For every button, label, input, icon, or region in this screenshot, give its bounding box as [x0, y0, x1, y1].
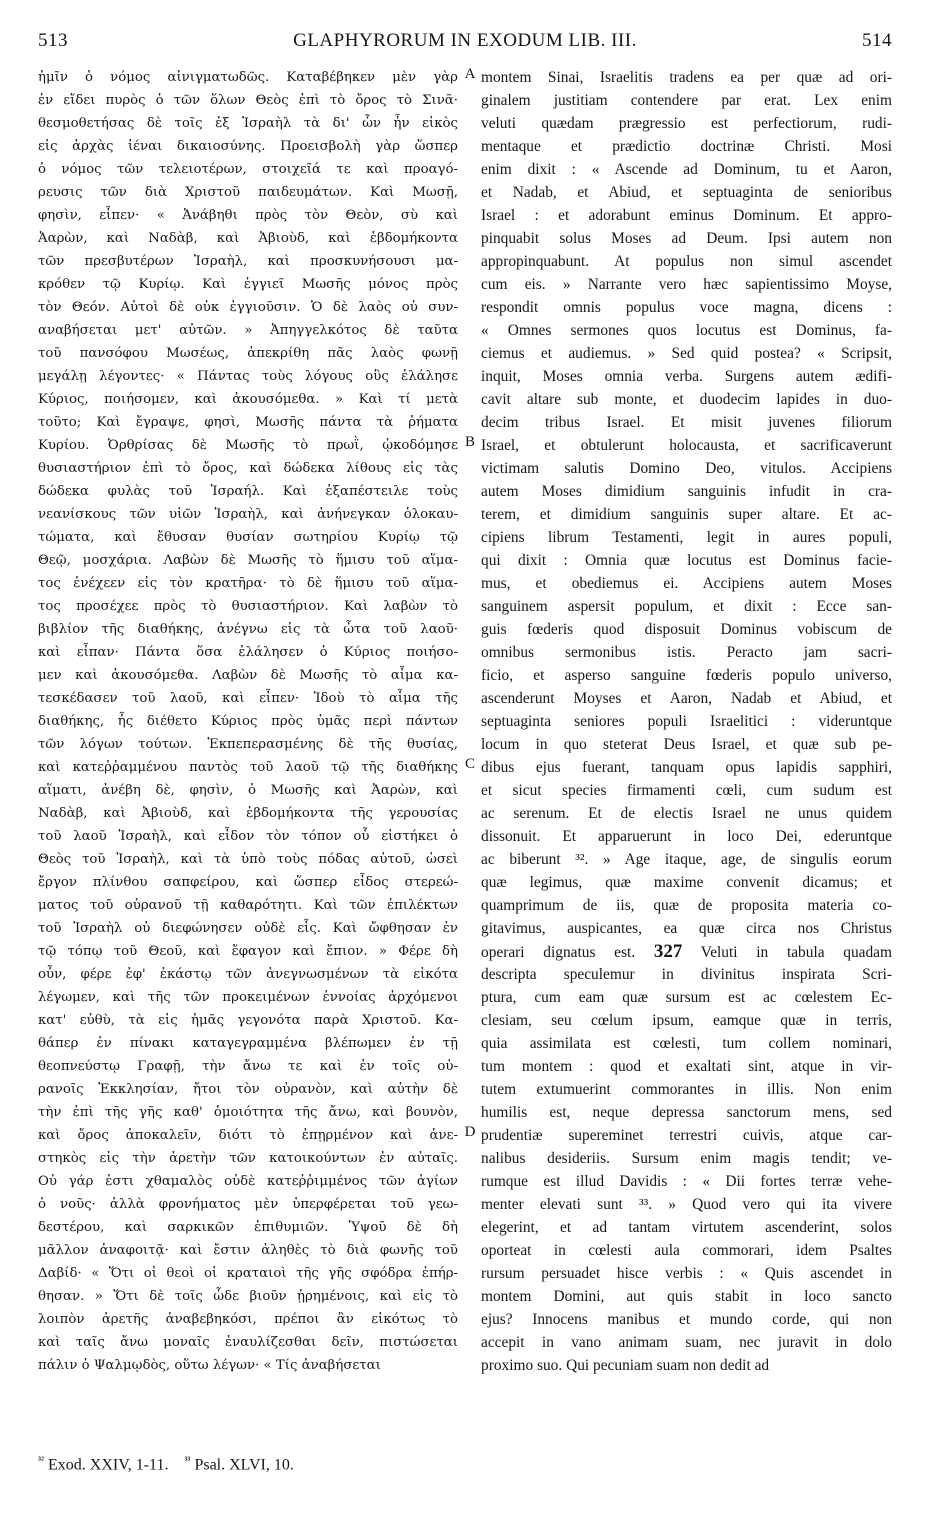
text-line: guis fœderis quod disposuit Dominus vobiscum de — [481, 621, 892, 638]
text-line: gitavimus, auspicantes, ea quæ circa nos Christus — [481, 920, 892, 937]
text-line: ὁ νόμος τῶν τελειοτέρων, στοιχεῖά τε καὶ προαγό- — [38, 162, 458, 177]
text-line: oporteat in cœlesti aula commorari, idem Psaltes — [481, 1242, 892, 1259]
footnote-number: ³³ — [184, 1455, 191, 1466]
text-line: Κύριος, ποιήσομεν, καὶ ἀκουσόμεθα. » Καὶ τί μετὰ — [38, 392, 458, 407]
text-line: inquit, Moses omnia verba. Surgens autem ædifi- — [481, 368, 892, 385]
text-line: ficio, et asperso sanguine fœderis populo universo, — [481, 667, 892, 684]
text-line: μᾶλλον ἀναφοιτᾷ· καὶ ἔστιν ἀληθὲς τὸ διὰ φωνῆς τοῦ — [38, 1243, 458, 1258]
text-line: τῷ τόπῳ τοῦ Θεοῦ, καὶ ἔφαγον καὶ ἔπιον. » Φέρε δὴ — [38, 944, 458, 959]
text-line: dibus ejus fuerant, tanquam opus lapidis sapphiri, — [481, 759, 892, 776]
text-line: terem, et dimidium sanguinis super altare. Et ac- — [481, 506, 892, 523]
text-line: στηκὸς εἰς τὴν ἀρετὴν τῶν κατοικούντων ἐν αὐταῖς. — [38, 1151, 458, 1166]
text-line: ginalem justitiam contendere par erat. Lex enim — [481, 92, 892, 109]
text-line: Israel : et adorabunt eminus Dominum. Et appro- — [481, 207, 892, 224]
text-line: εἰς ἀρχὰς ἰέναι δικαιοσύνης. Προεισβολὴ γὰρ ὥσπερ — [38, 139, 458, 154]
text-line-column-number — [481, 940, 892, 963]
text-line: descripta speculemur in divinitus inspirata Scri- — [481, 966, 892, 983]
column-number: 327 — [653, 941, 683, 962]
text-line: τοῦ πανσόφου Μωσέως, ἀπεκρίθη πᾶς λαὸς φωνῇ — [38, 346, 458, 361]
line-text: Veluti in tabula quadam — [700, 944, 892, 961]
text-line: τώματα, καὶ ἔθυσαν θυσίαν σωτηρίου Κυρίῳ τῷ — [38, 530, 458, 545]
text-line: λέγωμεν, καὶ τῆς τῶν προκειμένων ἐννοίας ἀρχόμενοι — [38, 990, 458, 1005]
text-line: κρόθεν τῷ Κυρίῳ. Καὶ ἐγγιεῖ Μωσῆς μόνος πρὸς — [38, 277, 458, 292]
text-line: θάπερ ἐν πίνακι καταγεγραμμένα βλέπωμεν ἐν τῇ — [38, 1036, 458, 1051]
text-line: αἵματι, ἀνέβη δὲ, φησὶν, ὁ Μωσῆς καὶ Ἀαρὼν, καὶ — [38, 783, 458, 798]
text-line: quia assimilata est cœlesti, tum collem nominari, — [481, 1035, 892, 1052]
text-line: accepit in vano animam suam, nec juravit in dolo — [481, 1334, 892, 1351]
text-line: θησαν. » Ὅτι δὲ τοῖς ὧδε βιοῦν ᾑρημένοις, καὶ εἰς τὸ — [38, 1289, 458, 1304]
text-line: πάλιν ὁ Ψαλμῳδὸς, οὕτω λέγων· « Τίς ἀναβήσεται — [38, 1358, 381, 1373]
margin-marker-b: B — [464, 434, 475, 450]
text-line: respondit omnis populus voce magna, dicens : — [481, 299, 892, 316]
text-line: θυσιαστήριον ἐπὶ τὸ ὄρος, καὶ δώδεκα λίθους εἰς τὰς — [38, 461, 458, 476]
page-header — [38, 24, 892, 54]
text-line: βιβλίον τῆς διαθήκης, ἀνέγνω εἰς τὰ ὦτα τοῦ λαοῦ· — [38, 622, 458, 637]
text-line: δώδεκα φυλὰς τοῦ Ἰσραήλ. Καὶ ἐξαπέστειλε τοὺς — [38, 484, 458, 499]
text-line: locum in quo steterat Deus Israel, et quæ sub pe- — [481, 736, 892, 753]
footnotes — [38, 1455, 538, 1474]
text-line: δεστέρου, καὶ σαρκικῶν ἐπιθυμιῶν. Ὑψοῦ δὲ δὴ — [38, 1220, 458, 1235]
text-line: τῶν λόγων τούτων. Ἐκπεπερασμένης δὲ τῆς θυσίας, — [38, 737, 458, 752]
text-line: elegerint, et ad tantam virtutem ascenderint, solos — [481, 1219, 892, 1236]
text-line: μεγάλῃ λέγοντες· « Πάντας τοὺς λόγους οὓς ἐλάλησε — [38, 369, 458, 384]
text-line: omnibus sermonibus istis. Peracto jam sacri- — [481, 644, 892, 661]
text-line: Κυρίου. Ὀρθρίσας δὲ Μωσῆς τὸ πρωῒ, ᾠκοδόμησε — [38, 438, 458, 453]
text-line: ρανοῖς Ἐκκλησίαν, ἤτοι τὸν οὐρανὸν, καὶ αὐτὴν δὲ — [38, 1082, 458, 1097]
text-line: Οὐ γάρ ἐστι χθαμαλὸς οὐδὲ κατεῤῥιμμένος τῶν ἁγίων — [38, 1174, 458, 1189]
page-number-right: 514 — [862, 30, 892, 51]
text-line: Israel, et obtulerunt holocausta, et sacrificaverunt — [481, 437, 892, 454]
text-line: humilis est, neque depressa sanctorum mens, sed — [481, 1104, 892, 1121]
text-line: τοῦτο; Καὶ ἔγραψε, φησὶ, Μωσῆς πάντα τὰ ῥήματα — [38, 415, 458, 430]
text-line: ματος τοῦ οὐρανοῦ τῇ καθαρότητι. Καὶ τῶν ἐπιλέκτων — [38, 898, 458, 913]
text-line: cavit altare sub monte, et duodecim lapides in duo- — [481, 391, 892, 408]
text-line: menter elevati sunt ³³. » Quod vero qui ita vivere — [481, 1196, 892, 1213]
text-line: tum montem : quod et exaltati sint, atque in vir- — [481, 1058, 892, 1075]
text-line: ac serenum. Et de electis Israel ne unus quidem — [481, 805, 892, 822]
text-line: ἐν εἴδει πυρὸς ὁ τῶν ὅλων Θεὸς ἐπὶ τὸ ὄρος τὸ Σινᾶ· — [38, 93, 458, 108]
text-line: ὁ νοῦς· ἀλλὰ φρονήματος μὲν ὑπερφέρεται τοῦ γεω- — [38, 1197, 458, 1212]
text-line: Θεῷ, μοσχάρια. Λαβὼν δὲ Μωσῆς τὸ ἥμισυ τοῦ αἵμα- — [38, 553, 458, 568]
margin-marker-d: D — [464, 1124, 476, 1140]
text-line: καὶ κατεῤῥαμμένου παντὸς τοῦ λαοῦ τῷ τῆς διαθήκης — [38, 760, 458, 775]
text-line: τοῦ Ἰσραὴλ οὐ διεφώνησεν οὐδὲ εἷς. Καὶ ὤφθησαν ἐν — [38, 921, 458, 936]
text-line: septuaginta seniores populi Israelitici : videruntque — [481, 713, 892, 730]
text-line: mus, et obediemus ei. Accipiens autem Moses — [481, 575, 892, 592]
text-line: tutem extumuerint commorantes in illis. Non enim — [481, 1081, 892, 1098]
text-line: rumque est illud Davidis : « Dii fortes terræ vehe- — [481, 1173, 892, 1190]
text-line: διαθήκης, ἧς διέθετο Κύριος πρὸς ὑμᾶς περὶ πάντων — [38, 714, 458, 729]
text-line: « Omnes sermones quos locutus est Dominus, fa- — [481, 322, 892, 339]
text-line: Δαβίδ· « Ὅτι οἱ θεοὶ οἱ κραταιοὶ τῆς γῆς σφόδρα ἐπήρ- — [38, 1266, 458, 1281]
text-line: et Nadab, et Abiud, et septuaginta de senioribus — [481, 184, 892, 201]
text-line: τὴν ἐπὶ τῆς γῆς καθ' ὁμοιότητα τῆς ἄνω, καὶ βουνὸν, — [38, 1105, 458, 1120]
text-line: ptura, cum eam quæ sursum est ac cœlestem Ec- — [481, 989, 892, 1006]
text-line: cum eis. » Narrante vero hæc sapientissimo Moyse, — [481, 276, 892, 293]
greek-column — [38, 66, 458, 1377]
text-line: καὶ εἶπαν· Πάντα ὅσα ἐλάλησεν ὁ Κύριος ποιήσο- — [38, 645, 458, 660]
text-line: λοιπὸν ἀρετῆς ἀναβεβηκόσι, πρέποι ἂν εἰκότως τὸ — [38, 1312, 458, 1327]
text-line: Θεὸς τοῦ Ἰσραὴλ, καὶ τὰ ὑπὸ τοὺς πόδας αὐτοῦ, ὡσεὶ — [38, 852, 458, 867]
text-line: αναβήσεται μετ' αὐτῶν. » Ἀπηγγελκότος δὲ ταῦτα — [38, 323, 458, 338]
text-line: θεοπνεύστῳ Γραφῇ, τὴν ἄνω τε καὶ ἐν τοῖς οὐ- — [38, 1059, 458, 1074]
text-line: clesiam, seu cœlum ipsum, eamque quæ in terris, — [481, 1012, 892, 1029]
text-line: ἡμῖν ὁ νόμος αἰνιγματωδῶς. Καταβέβηκεν μὲν γὰρ — [38, 70, 458, 85]
text-line: ejus? Innocens manibus et mundo corde, qui non — [481, 1311, 892, 1328]
line-text: operari dignatus est. — [481, 944, 636, 961]
text-line: quæ legimus, quæ maxime convenit dicamus; et — [481, 874, 892, 891]
text-line: τεσκέδασεν τοῦ λαοῦ, καὶ εἶπεν· Ἰδοὺ τὸ αἷμα τῆς — [38, 691, 458, 706]
text-line: prudentiæ supereminet terrestri cuivis, atque car- — [481, 1127, 892, 1144]
running-title: GLAPHYRORUM IN EXODUM LIB. III. — [293, 30, 637, 51]
text-line: appropinquabunt. At populus non simul ascendet — [481, 253, 892, 270]
margin-marker-c: C — [464, 756, 475, 772]
text-line: καὶ ὄρος ἀποκαλεῖν, διότι τὸ ἐπῃρμένον καὶ ἀνε- — [38, 1128, 458, 1143]
page-number-left: 513 — [38, 30, 68, 51]
text-line: ac biberunt ³². » Age itaque, age, de singulis eorum — [481, 851, 892, 868]
text-line: ascenderunt Moyses et Aaron, Nadab et Abiud, et — [481, 690, 892, 707]
text-line: rursum persuadet hisce verbis : « Quis ascendet in — [481, 1265, 892, 1282]
text-line: κατ' εὐθὺ, τὰ εἰς ἡμᾶς γεγονότα παρὰ Χριστοῦ. Κα- — [38, 1013, 458, 1028]
text-line: decim tribus Israel. Et misit juvenes filiorum — [481, 414, 892, 431]
text-line: τος προσέχεε πρὸς τὸ θυσιαστήριον. Καὶ λαβὼν τὸ — [38, 599, 458, 614]
text-line: τοῦ λαοῦ Ἰσραὴλ, καὶ εἶδον τὸν τόπον οὗ εἱστήκει ὁ — [38, 829, 458, 844]
text-line: victimam salutis Domino Deo, vitulos. Accipiens — [481, 460, 892, 477]
footnote-text: Exod. XXIV, 1-11. — [48, 1456, 169, 1474]
text-line: τῶν πρεσβυτέρων Ἰσραὴλ, καὶ προσκυνήσουσι μα- — [38, 254, 458, 269]
text-line: καὶ ταῖς ἄνω μοναῖς ἐναυλίζεσθαι δεῖν, πιστώσεται — [38, 1335, 458, 1350]
text-line: Ἀαρὼν, καὶ Ναδὰβ, καὶ Ἀβιοὺδ, καὶ ἑβδομήκοντα — [38, 231, 458, 246]
latin-column — [481, 66, 892, 1377]
text-line: quamprimum de iis, quæ de proposita materia co- — [481, 897, 892, 914]
text-line: cipiens librum Testamenti, legit in aures populi, — [481, 529, 892, 546]
text-line: τος ἐνέχεεν εἰς τὸν κρατῆρα· τὸ δὲ ἥμισυ τοῦ αἵμα- — [38, 576, 458, 591]
text-line: sanguinem aspersit populum, et dixit : Ecce san- — [481, 598, 892, 615]
text-line: οὖν, φέρε ἐφ' ἑκάστῳ τῶν ἀνεγνωσμένων τὰ εἰκότα — [38, 967, 458, 982]
footnote-text: Psal. XLVI, 10. — [194, 1456, 294, 1474]
footnote-number: ³² — [38, 1455, 44, 1466]
text-line: ἔργον πλίνθου σαπφείρου, καὶ ὥσπερ εἶδος στερεώ- — [38, 875, 458, 890]
text-line: veluti quædam prægressio est perfectiorum, rudi- — [481, 115, 892, 132]
text-line: pinquabit solus Moses ad Deum. Ipsi autem non — [481, 230, 892, 247]
text-line: montem Domini, aut quis stabit in loco sancto — [481, 1288, 892, 1305]
text-line: enim dixit : « Ascende ad Dominum, tu et Aaron, — [481, 161, 892, 178]
text-line: νεανίσκους τῶν υἱῶν Ἰσραὴλ, καὶ ἀνήνεγκαν ὁλοκαυ- — [38, 507, 458, 522]
text-line: θεσμοθετήσας δὲ τοῖς ἐξ Ἰσραὴλ τὰ δι' ὧν ἦν εἰκὸς — [38, 116, 458, 131]
text-line: et sicut species firmamenti cœli, cum sudum est — [481, 782, 892, 799]
text-line: ρευσις τῶν διὰ Χριστοῦ παιδευμάτων. Καὶ Μωσῇ, — [38, 185, 458, 200]
text-line: dissonuit. Et apparuerunt in loco Dei, ederuntque — [481, 828, 892, 845]
text-line: φησὶν, εἶπεν· « Ἀνάβηθι πρὸς τὸν Θεὸν, σὺ καὶ — [38, 208, 458, 223]
text-line: nalibus desideriis. Sursum enim magis tendit; ve- — [481, 1150, 892, 1167]
text-line: qui dixit : Omnia quæ locutus est Dominus facie- — [481, 552, 892, 569]
text-line: montem Sinai, Israelitis tradens ea per quæ ad ori- — [481, 69, 892, 86]
margin-marker-a: A — [464, 66, 476, 82]
text-line: ciemus et audiemus. » Sed quid postea? « Scripsit, — [481, 345, 892, 362]
text-line: μεν καὶ ἀκουσόμεθα. Λαβὼν δὲ Μωσῆς τὸ αἷμα κα- — [38, 668, 458, 683]
text-line: τὸν Θεόν. Αὐτοὶ δὲ οὐκ ἐγγιοῦσιν. Ὁ δὲ λαὸς οὐ συν- — [38, 300, 458, 315]
text-line: mentaque et prædictio doctrinæ Christi. Mosi — [481, 138, 892, 155]
text-line: Ναδὰβ, καὶ Ἀβιοὺδ, καὶ ἑβδομήκοντα τῆς γερουσίας — [38, 806, 458, 821]
text-line: proximo suo. Qui pecuniam suam non dedit ad — [481, 1357, 770, 1374]
text-line: autem Moses dimidium sanguinis infudit in cra- — [481, 483, 892, 500]
